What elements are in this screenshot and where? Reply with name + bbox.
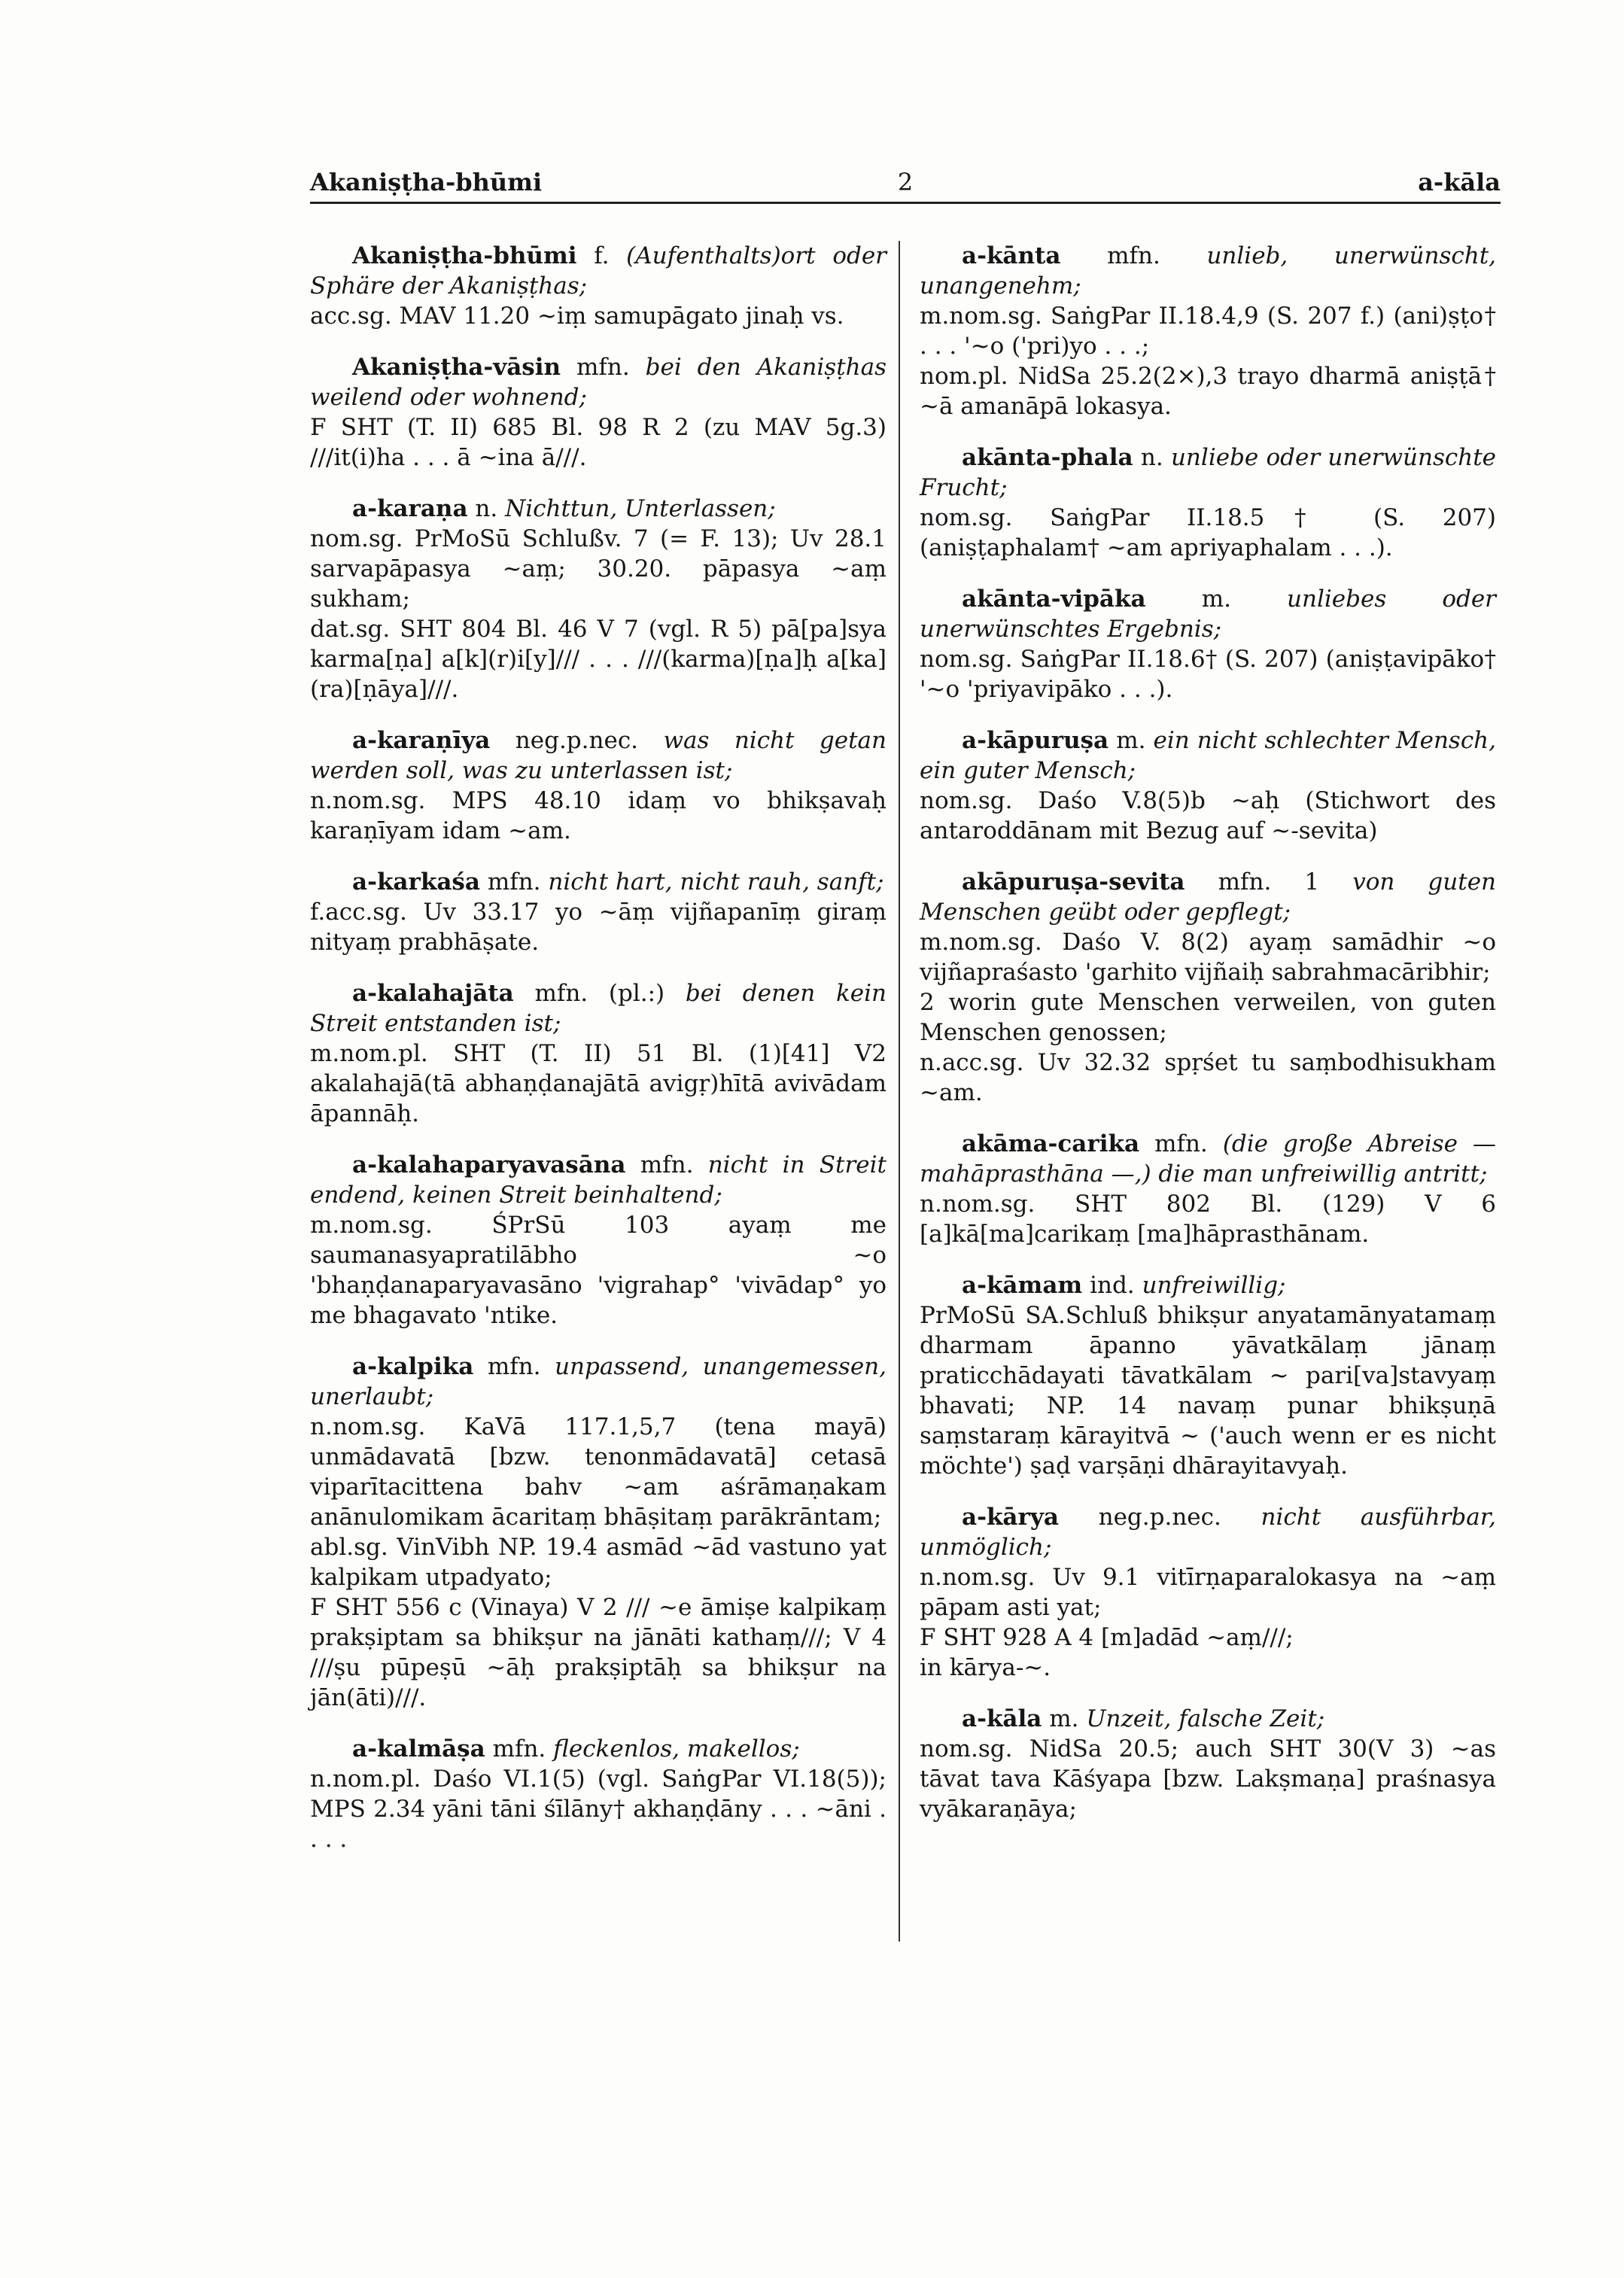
entry-grammar: f.: [594, 242, 610, 269]
entry-citation: PrMoSū SA.Schluß bhikṣur anyatamānyatamaṃ dharmam āpanno yāvatkālaṃ jānaṃ praticchādayati tāvatkālam ~ pari[va]stavyaṃ bhavati; NP. 14 navaṃ punar bhikṣuṇā saṃstaraṃ kārayitvā ~ ('auch wenn er es nicht möchte') ṣaḍ varṣāṇi dhārayitavyaḥ.: [920, 1302, 1496, 1480]
dictionary-entry: [920, 725, 1496, 846]
entry-grammar: neg.p.nec.: [515, 727, 639, 754]
dictionary-entry: [310, 241, 887, 331]
entry-citation: m.nom.sg. SaṅgPar II.18.4,9 (S. 207 f.) (ani)ṣṭo† . . . '~o ('pri)yo . . .;: [920, 303, 1496, 360]
entry-citation: 2 worin gute Menschen verweilen, von guten Menschen genossen;: [920, 989, 1496, 1046]
dictionary-entry: [310, 352, 887, 473]
dictionary-entry: [920, 867, 1496, 1108]
entry-heading-line: [920, 241, 1496, 301]
entry-definition: was nicht getan werden soll, was zu unterlassen ist;: [310, 727, 887, 784]
left-column: [310, 241, 887, 1875]
entry-definition: nicht hart, nicht rauh, sanft;: [548, 868, 884, 896]
right-column: [920, 241, 1496, 1845]
entry-definition: nicht in Streit endend, keinen Streit beinhaltend;: [310, 1151, 887, 1209]
entry-headword: a-karaṇa: [352, 495, 468, 522]
entry-headword: akānta-vipāka: [962, 585, 1146, 613]
entry-definition: (die große Abreise — mahāprasthāna —,) die man unfreiwillig antritt;: [920, 1130, 1497, 1188]
column-divider: [899, 241, 900, 1942]
entry-citation: nom.sg. PrMoSū Schlußv. 7 (= F. 13); Uv 28.1 sarvapāpasya ~aṃ; 30.20. pāpasya ~aṃ sukham;: [310, 525, 887, 613]
dictionary-entry: [310, 1352, 887, 1713]
entry-citation: m.nom.sg. ŚPrSū 103 ayaṃ me saumanasyapratilābho ~o 'bhaṇḍanaparyavasāno 'vigrahap° 'vivādap° yo me bhagavato 'ntike.: [310, 1212, 887, 1329]
entry-headword: a-kalpika: [352, 1353, 474, 1380]
entry-definition: unlieb, unerwünscht, unangenehm;: [920, 242, 1496, 300]
entry-definition: Unzeit, falsche Zeit;: [1086, 1705, 1325, 1732]
entry-heading-line: [920, 1129, 1496, 1189]
entry-definition: fleckenlos, makellos;: [553, 1735, 800, 1762]
entry-citation: n.nom.sg. MPS 48.10 idaṃ vo bhikṣavaḥ karaṇīyam idam ~am.: [310, 787, 887, 844]
entry-citation: m.nom.pl. SHT (T. II) 51 Bl. (1)[41] V2 akalahajā(tā abhaṇḍanajātā avigṛ)hītā avivādam āpannāḥ.: [310, 1040, 887, 1127]
header-left-guideword: Akaniṣṭha-bhūmi: [310, 168, 543, 196]
entry-grammar: m.: [1049, 1705, 1079, 1732]
entry-grammar: mfn.: [487, 1353, 541, 1380]
entry-citation: nom.sg. SaṅgPar II.18.5† (S. 207) (aniṣṭaphalam† ~am apriyaphalam . . .).: [920, 504, 1496, 561]
entry-heading-line: [920, 443, 1496, 503]
dictionary-entry: [310, 494, 887, 704]
entry-definition: unpassend, unangemessen, unerlaubt;: [310, 1353, 887, 1410]
dictionary-entry: [310, 1734, 887, 1854]
entry-grammar: mfn.: [492, 1735, 546, 1762]
entry-grammar: mfn.: [576, 354, 630, 381]
entry-headword: akāpuruṣa-sevita: [962, 868, 1185, 896]
entry-headword: a-kāpuruṣa: [962, 727, 1109, 754]
entry-citation: nom.pl. NidSa 25.2(2×),3 trayo dharmā aniṣṭā† ~ā amanāpā lokasya.: [920, 363, 1496, 420]
entry-citation: f.acc.sg. Uv 33.17 yo ~āṃ vijñapanīṃ giraṃ nityaṃ prabhāṣate.: [310, 899, 887, 956]
entry-definition: von guten Menschen geübt oder gepflegt;: [920, 868, 1497, 926]
entry-grammar: mfn. (pl.:): [534, 980, 665, 1007]
dictionary-entry: [920, 584, 1496, 704]
entry-citation: nom.sg. NidSa 20.5; auch SHT 30(V 3) ~as tāvat tava Kāśyapa [bzw. Lakṣmaṇa] praśnasya vyākaraṇāya;: [920, 1735, 1496, 1823]
dictionary-entry: [920, 1704, 1496, 1824]
entry-headword: a-kalahajāta: [352, 980, 514, 1007]
entry-grammar: n.: [475, 495, 498, 522]
dictionary-entry: [920, 1270, 1496, 1481]
page-number: 2: [897, 168, 914, 196]
entry-headword: a-kalahaparyavasāna: [352, 1151, 626, 1179]
entry-grammar: m.: [1116, 727, 1146, 754]
entry-definition: unfreiwillig;: [1142, 1272, 1286, 1299]
entry-citation: nom.sg. Daśo V.8(5)b ~aḥ (Stichwort des antaroddānam mit Bezug auf ~-sevita): [920, 787, 1496, 844]
entry-heading-line: [920, 1502, 1496, 1562]
entry-citation: nom.sg. SaṅgPar II.18.6† (S. 207) (aniṣṭavipāko† '~o 'priyavipāko . . .).: [920, 646, 1496, 703]
dictionary-entry: [920, 1502, 1496, 1683]
entry-definition: bei denen kein Streit entstanden ist;: [310, 980, 887, 1037]
entry-grammar: m.: [1201, 585, 1231, 613]
entry-grammar: mfn.: [1154, 1130, 1208, 1157]
running-header: [310, 167, 1501, 204]
entry-heading-line: [310, 1352, 887, 1412]
entry-headword: a-kāmam: [962, 1272, 1083, 1299]
dictionary-entry: [920, 1129, 1496, 1249]
entry-grammar: mfn.: [487, 868, 541, 896]
entry-grammar: ind.: [1090, 1272, 1135, 1299]
entry-definition: unliebe oder unerwünschte Frucht;: [920, 444, 1497, 501]
entry-heading-line: [920, 584, 1496, 644]
dictionary-entry: [310, 1150, 887, 1331]
entry-grammar: mfn.: [640, 1151, 694, 1179]
entry-heading-line: [920, 1270, 1496, 1300]
entry-citation: in kārya-~.: [920, 1654, 1051, 1681]
entry-citation: F SHT 928 A 4 [m]adād ~aṃ///;: [920, 1624, 1294, 1651]
entry-heading-line: [310, 352, 887, 412]
entry-heading-line: [310, 867, 887, 897]
entry-definition: Nichttun, Unterlassen;: [505, 495, 776, 522]
entry-headword: akānta-phala: [962, 444, 1133, 471]
entry-citation: F SHT (T. II) 685 Bl. 98 R 2 (zu MAV 5g.3) ///it(i)ha . . . ā ~ina ā///.: [310, 414, 887, 471]
entry-citation: n.nom.sg. SHT 802 Bl. (129) V 6 [a]kā[ma]carikaṃ [ma]hāprasthānam.: [920, 1191, 1496, 1248]
entry-heading-line: [920, 1704, 1496, 1734]
entry-headword: a-kāla: [962, 1705, 1042, 1732]
entry-headword: Akaniṣṭha-vāsin: [352, 354, 561, 381]
entry-heading-line: [310, 1734, 887, 1764]
entry-citation: n.nom.sg. KaVā 117.1,5,7 (tena mayā) unmādavatā [bzw. tenonmādavatā] cetasā viparītacittena bahv ~am aśrāmaṇakam anānulomikam ācaritaṃ bhāṣitaṃ parākrāntam;: [310, 1413, 887, 1531]
entry-citation: n.nom.pl. Daśo VI.1(5) (vgl. SaṅgPar VI.18(5)); MPS 2.34 yāni tāni śīlāny† akhaṇḍāny . . . ~āni . . . .: [310, 1766, 887, 1853]
entry-grammar: mfn. 1: [1218, 868, 1320, 896]
entry-grammar: neg.p.nec.: [1098, 1504, 1221, 1531]
entry-heading-line: [310, 725, 887, 786]
entry-headword: a-kānta: [962, 242, 1061, 269]
entry-citation: F SHT 556 c (Vinaya) V 2 /// ~e āmiṣe kalpikaṃ prakṣiptam sa bhikṣur na jānāti kathaṃ///; V 4 ///ṣu pūpeṣū ~āḥ prakṣiptāḥ sa bhikṣur na jān(āti)///.: [310, 1594, 887, 1711]
entry-grammar: n.: [1140, 444, 1163, 471]
entry-definition: bei den Akaniṣṭhas weilend oder wohnend;: [310, 354, 887, 411]
entry-heading-line: [920, 867, 1496, 927]
entry-citation: n.nom.sg. Uv 9.1 vitīrṇaparalokasya na ~aṃ pāpam asti yat;: [920, 1564, 1496, 1621]
header-right-guideword: a-kāla: [1418, 168, 1501, 196]
entry-heading-line: [310, 1150, 887, 1210]
entry-citation: acc.sg. MAV 11.20 ~iṃ samupāgato jinaḥ vs.: [310, 303, 844, 330]
dictionary-entry: [310, 725, 887, 846]
entry-headword: a-karaṇīya: [352, 727, 491, 754]
dictionary-entry: [310, 978, 887, 1129]
entry-citation: dat.sg. SHT 804 Bl. 46 V 7 (vgl. R 5) pā[pa]sya karma[ṇa] a[k](r)i[y]/// . . . ///(karma)[ṇa]ḥ a[ka](ra)[ṇāya]///.: [310, 616, 887, 703]
entry-citation: n.acc.sg. Uv 32.32 spṛśet tu saṃbodhisukham ~am.: [920, 1049, 1496, 1106]
entry-definition: ein nicht schlechter Mensch, ein guter Mensch;: [920, 727, 1497, 784]
entry-grammar: mfn.: [1107, 242, 1160, 269]
entry-heading-line: [310, 978, 887, 1039]
dictionary-entry: [920, 241, 1496, 421]
entry-headword: a-karkaśa: [352, 868, 480, 896]
entry-headword: a-kārya: [962, 1504, 1059, 1531]
dictionary-entry: [310, 867, 887, 957]
entry-headword: Akaniṣṭha-bhūmi: [352, 242, 577, 269]
dictionary-entry: [920, 443, 1496, 563]
entry-definition: nicht ausführbar, unmöglich;: [920, 1504, 1496, 1561]
entry-headword: akāma-carika: [962, 1130, 1140, 1157]
entry-headword: a-kalmāṣa: [352, 1735, 485, 1762]
entry-definition: (Aufenthalts)ort oder Sphäre der Akaniṣṭhas;: [310, 242, 887, 300]
entry-heading-line: [310, 241, 887, 301]
entry-citation: m.nom.sg. Daśo V. 8(2) ayaṃ samādhir ~o vijñapraśasto 'garhito vijñaiḥ sabrahmacāribhir;: [920, 929, 1496, 986]
entry-heading-line: [920, 725, 1496, 786]
entry-citation: abl.sg. VinVibh NP. 19.4 asmād ~ād vastuno yat kalpikam utpadyato;: [310, 1534, 887, 1591]
entry-heading-line: [310, 494, 887, 524]
entry-definition: unliebes oder unerwünschtes Ergebnis;: [920, 585, 1496, 643]
